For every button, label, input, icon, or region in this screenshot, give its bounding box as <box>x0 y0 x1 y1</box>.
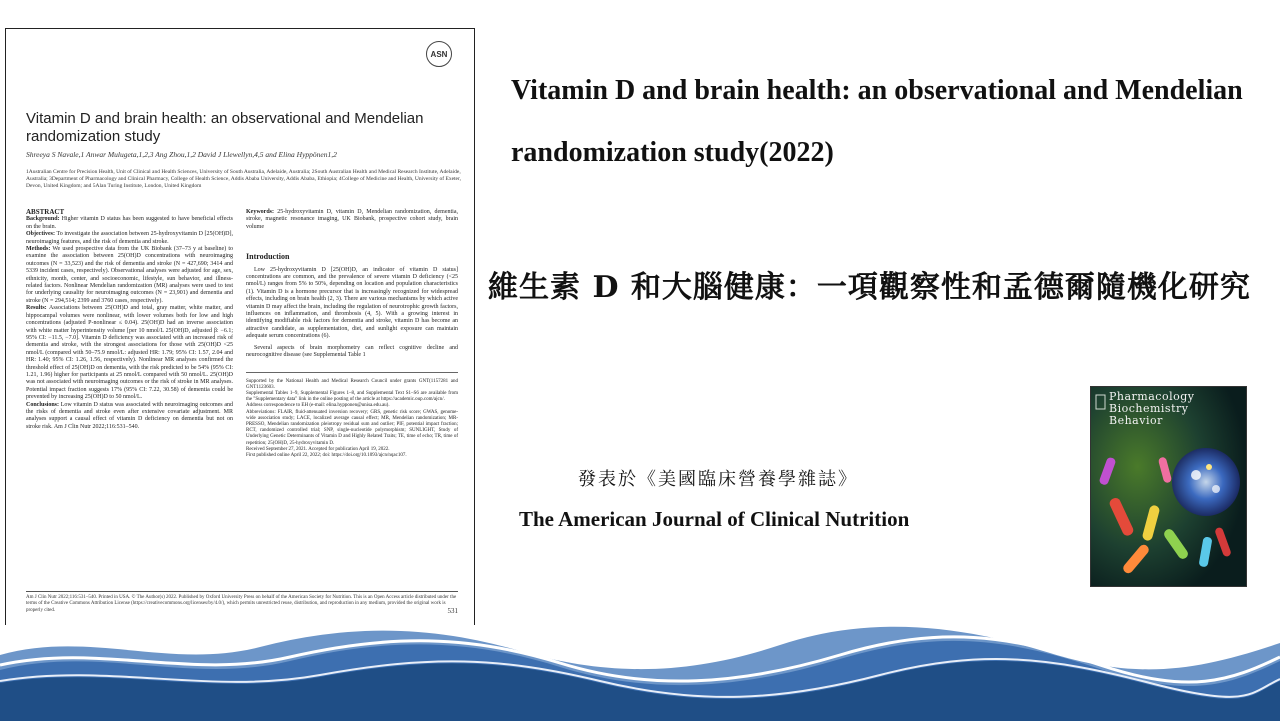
paper-first-page <box>5 28 475 630</box>
abstract-methods: Methods: We used prospective data from the UK Biobank (37–73 y at baseline) to examine the association between 25(OH)D concentrations with neuroimaging outcomes (N = 33,523) and the risk of dementia and stroke (N = 427,690; 3414 and 5339 incident cases, respectively). Observational analyses were adjusted for age, sex, ethnicity, month, center, and socioeconomic, lifestyle, sun behavior, and illness-related factors. Nonlinear Mendelian randomization (MR) analyses were used to test for underlying causality for neuroimaging outcomes (N = 23,901) and dementia and stroke (N = 294,514; 2399 and 3760 cases, respectively). <box>26 246 233 304</box>
intro-paragraph: Low 25-hydroxyvitamin D [25(OH)D, an indicator of vitamin D status] concentrations are common, and the prevalence of severe vitamin D deficiency (<25 nmol/L) ranges from 5% to 50%, depending on location and population characteristics (1). Vitamin D is a hormone precursor that is increasingly recognized for widespread effects, including on brain health (2, 3). There are various mechanisms by which active vitamin D may affect the brain, including the regulation of neurotrophic growth factors, influences on inflammation, and thrombosis (4, 5). With a growing interest in identifying modifiable risk factors for dementia and stroke, vitamin D has become an attractive candidate, as supplementation, diet, and sunlight exposure can maintain adequate serum concentrations (6). <box>246 266 458 340</box>
abstract-objectives: Objectives: To investigate the association between 25-hydroxyvitamin D [25(OH)D], neuroimaging features, and the risk of dementia and stroke. <box>26 231 233 245</box>
wave-banner <box>0 625 1280 721</box>
paper-footer: Am J Clin Nutr 2022;116:531–540. Printed in USA. © The Author(s) 2022. Published by Oxford University Press on behalf of the American Society for Nutrition. This is an Open Access article distributed under the terms of the Creative Commons Attribution License (https://creativecommons.org/licenses/by/4.0/), which permits unrestricted reuse, distribution, and reproduction in any medium, provided the original work is properly cited. 531 <box>26 591 458 614</box>
footnotes <box>246 372 458 460</box>
paper-abstract <box>26 209 233 431</box>
paper-right-column <box>246 209 458 459</box>
intro-heading: Introduction <box>246 252 290 262</box>
abstract-conclusions: Conclusions: Low vitamin D status was associated with neuroimaging outcomes and the risks of dementia and stroke even after extensive covariate adjustment. MR analyses support a causal effect of vitamin D deficiency on dementia but not on stroke risk. Am J Clin Nutr 2022;116:531–540. <box>26 401 233 430</box>
footnote: Received September 27, 2021. Accepted for publication April 19, 2022. <box>246 446 390 452</box>
footnote: Abbreviations: FLAIR, fluid-attenuated inversion recovery; GRS, genetic risk score; GWAS, genome-wide association study; LACE, localized average causal effect; MR, Mendelian randomization; MR-PRESSO, Mendelian randomization pleiotropy residual sum and outlier; PIF, potential impact fraction; RCT, randomized controlled trial; SNP, single-nucleotide polymorphism; SUNLIGHT, Study of Underlying Genetic Determinants of Vitamin D and Highly Related Traits; TE, time of echo; TR, time of repetition; 25(OH)D, 25-hydroxyvitamin D. <box>246 409 458 446</box>
abstract-results: Results: Associations between 25(OH)D and total, gray matter, white matter, and hippocampal volumes were nonlinear, with lower volumes both for low and high concentrations (adjusted P-nonlinear ≤ 0.04). 25(OH)D had an inverse association with white matter hyperintensity volume [per 10 nmol/L 25(OH)D, adjusted β: −6.1; 95% CI: −11.5, −7.0]. Vitamin D deficiency was associated with an increased risk of dementia and stroke, with the strongest associations for those with 25(OH)D <25 nmol/L (compared with 50–75.9 nmol/L: adjusted HR: 1.79; 95% CI: 1.57, 2.04 and HR: 1.40; 95% CI: 1.26, 1.56, respectively). Nonlinear MR analyses confirmed the threshold effect of 25(OH)D on dementia, with the risk predicted to be 54% (95% CI: 1.21, 1.96) higher for participants at 25 nmol/L compared with 50 nmol/L. 25(OH)D was not associated with neuroimaging outcomes or the risk of stroke in MR analyses. Potential impact fraction suggests 17% (95% CI: 7.22, 30.58) of dementia could be prevented by increasing 25(OH)D to 50 nmol/L. <box>26 305 233 401</box>
chinese-title: 維生素 D 和大腦健康：一項觀察性和孟德爾隨機化研究 <box>488 270 1251 305</box>
keywords: Keywords: 25-hydroxyvitamin D, vitamin D, Mendelian randomization, dementia, stroke, magnetic resonance imaging, UK Biobank, prospective cohort study, brain volume <box>246 209 458 230</box>
abstract-heading: ABSTRACT <box>26 208 65 216</box>
footnote: Supported by the National Health and Medical Research Council under grants GNT(1157281 and GNT1123603. <box>246 378 458 390</box>
page-number: 531 <box>447 606 458 615</box>
asn-logo: ASN <box>426 41 452 67</box>
published-in-chinese: 發表於《美國臨床營養學雜誌》 <box>578 469 858 490</box>
journal-name: The American Journal of Clinical Nutrition <box>519 507 910 531</box>
footnote: Supplemental Tables 1–9, Supplemental Figures 1–8, and Supplemental Text S1–S6 are available from the "Supplementary data" link in the online posting of the article at https://academic.oup.com/ajcn/. <box>246 390 458 403</box>
english-title: Vitamin D and brain health: an observational and Mendelian randomization study(2022) <box>511 75 1243 168</box>
footnote: Address correspondence to EH (e-mail: elina.hypponen@unisa.edu.au). <box>246 403 390 409</box>
journal-cover-image <box>1090 386 1247 587</box>
paper-authors: Shreeya S Navale,1 Anwar Mulugeta,1,2,3 Ang Zhou,1,2 David J Llewellyn,4,5 and Elina Hyppönen1,2 <box>26 150 337 159</box>
footnote: First published online April 22, 2022; doi: https://doi.org/10.1093/ajcn/nqac107. <box>246 452 407 458</box>
paper-title: Vitamin D and brain health: an observational and Mendelian randomization study <box>26 110 424 145</box>
cover-title: Pharmacology Biochemistry Behavior <box>1109 390 1195 427</box>
paper-affiliations: 1Australian Centre for Precision Health, Unit of Clinical and Health Sciences, University of South Australia, Adelaide, Australia; 2South Australian Health and Medical Research Institute, Adelaide, Australia; 3Department of Pharmacology and Clinical Pharmacy, College of Health Science, Addis Ababa University, Addis Ababa, Ethiopia; 4College of Medicine and Health, University of Exeter, Devon, United Kingdom; and 5Alan Turing Institute, London, United Kingdom <box>26 169 461 189</box>
intro-paragraph: Several aspects of brain morphometry can reflect cognitive decline and neurocognitive disease (see Supplemental Table 1 <box>246 344 458 359</box>
abstract-background: Background: Higher vitamin D status has been suggested to have beneficial effects on the brain. <box>26 216 233 230</box>
